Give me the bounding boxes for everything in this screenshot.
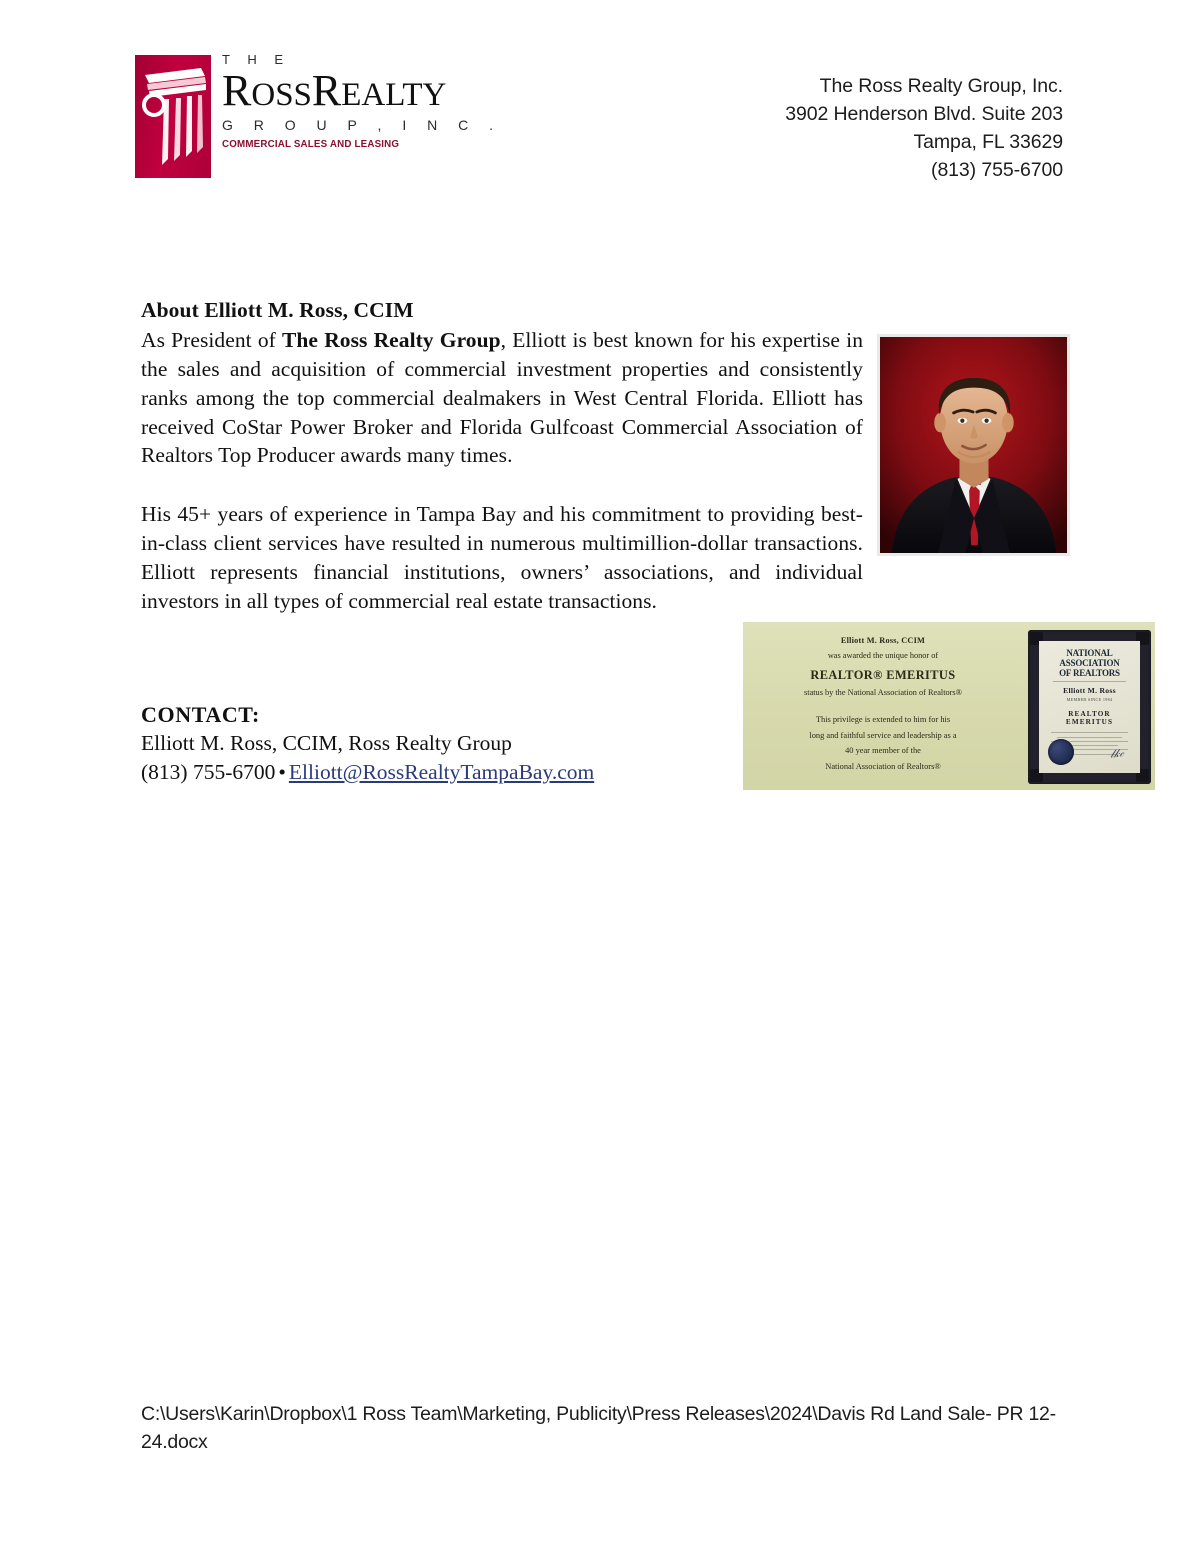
logo-wordmark (222, 53, 501, 150)
company-city-state-zip: Tampa, FL 33629 (913, 131, 1063, 154)
company-phone: (813) 755-6700 (931, 159, 1063, 182)
certificate-recipient-sub: MEMBER SINCE 1984 (1066, 697, 1113, 703)
plaque-recipient: Elliott M. Ross, CCIM (840, 636, 926, 645)
logo-tagline: COMMERCIAL SALES AND LEASING (222, 138, 400, 151)
logo-ealty: EALTY (341, 77, 447, 113)
plaque-para2-line1: This privilege is extended to him for his (815, 715, 951, 725)
portrait-photo (877, 334, 1070, 556)
logo-group-inc-text: G R O U P , I N C . (222, 117, 502, 134)
plaque-citation (757, 634, 1009, 774)
ross-realty-column-icon (135, 55, 211, 178)
certificate-org-line2: ASSOCIATION (1059, 658, 1120, 669)
para1-rest: , Elliott is best known for his expertise in the sales and acquisition of commercial investment properties and consistently ranks among the top commercial dealmakers in West Central Florida. Elliott has received CoStar Power Broker and Florida Gulfcoast Commercial Association of Realtors Top Producer awards many times. (141, 327, 863, 468)
para1-company-bold: The Ross Realty Group (282, 327, 501, 352)
certificate-paper (1039, 641, 1140, 773)
contact-phone: (813) 755-6700 (141, 759, 276, 784)
realtor-emeritus-banner (743, 622, 1155, 790)
company-address-block (785, 72, 1063, 184)
plaque-para2-line2: long and faithful service and leadership as a (809, 730, 957, 740)
company-logo (135, 52, 502, 178)
contact-email-link[interactable]: Elliott@RossRealtyTampaBay.com (288, 759, 595, 784)
certificate-org-line1: NATIONAL (1066, 648, 1113, 658)
contact-separator: • (278, 759, 286, 784)
letterhead (0, 0, 1200, 215)
logo-r1: R (222, 66, 252, 115)
framed-certificate (1028, 630, 1151, 784)
logo-name-text (222, 66, 501, 115)
section-heading: About Elliott M. Ross, CCIM (141, 298, 414, 322)
document-file-path: C:\Users\Karin\Dropbox\1 Ross Team\Marketing, Publicity\Press Releases\2024\Davis Rd Land Sale- PR 12-24.docx (141, 1403, 1056, 1454)
certificate-org-line3: OF REALTORS (1059, 668, 1120, 679)
certificate-signature-icon: 𝓁𝓀𝒸 (1109, 747, 1125, 761)
certificate-divider (1053, 681, 1126, 682)
contact-phone-email-line (141, 758, 781, 787)
about-paragraph-2: His 45+ years of experience in Tampa Bay and his commitment to providing best-in-class client services have resulted in numerous multimillion-dollar transactions. Elliott represents financial institutions, owners’ associations, and individual investors in all types of commercial real estate transactions. (141, 502, 863, 614)
plaque-status-line: status by the National Association of Realtors® (804, 688, 962, 698)
company-name: The Ross Realty Group, Inc. (819, 75, 1063, 97)
plaque-awarded-line: was awarded the unique honor of (827, 651, 939, 661)
company-street: 3902 Henderson Blvd. Suite 203 (785, 103, 1063, 126)
contact-heading: CONTACT: (141, 702, 260, 727)
logo-r2: R (311, 66, 342, 115)
paragraph-spacer (141, 470, 863, 500)
about-section (141, 296, 863, 616)
logo-the-text: T H E (222, 52, 290, 67)
plaque-headline: REALTOR® EMERITUS (810, 667, 956, 682)
certificate-recipient: Elliott M. Ross (1063, 686, 1116, 696)
plaque-spacer (757, 701, 1009, 712)
certificate-seal-icon (1048, 739, 1074, 765)
plaque-para2-line3: 40 year member of the (845, 746, 921, 756)
logo-oss: OSS (251, 77, 312, 113)
certificate-award-title: REALTOR EMERITUS (1065, 710, 1114, 727)
contact-section (141, 700, 781, 786)
plaque-para2-line4: National Association of Realtors® (825, 761, 941, 771)
contact-name-line: Elliott M. Ross, CCIM, Ross Realty Group (141, 731, 512, 756)
para1-lead: As President of (141, 327, 283, 352)
about-paragraph-1 (141, 326, 863, 471)
